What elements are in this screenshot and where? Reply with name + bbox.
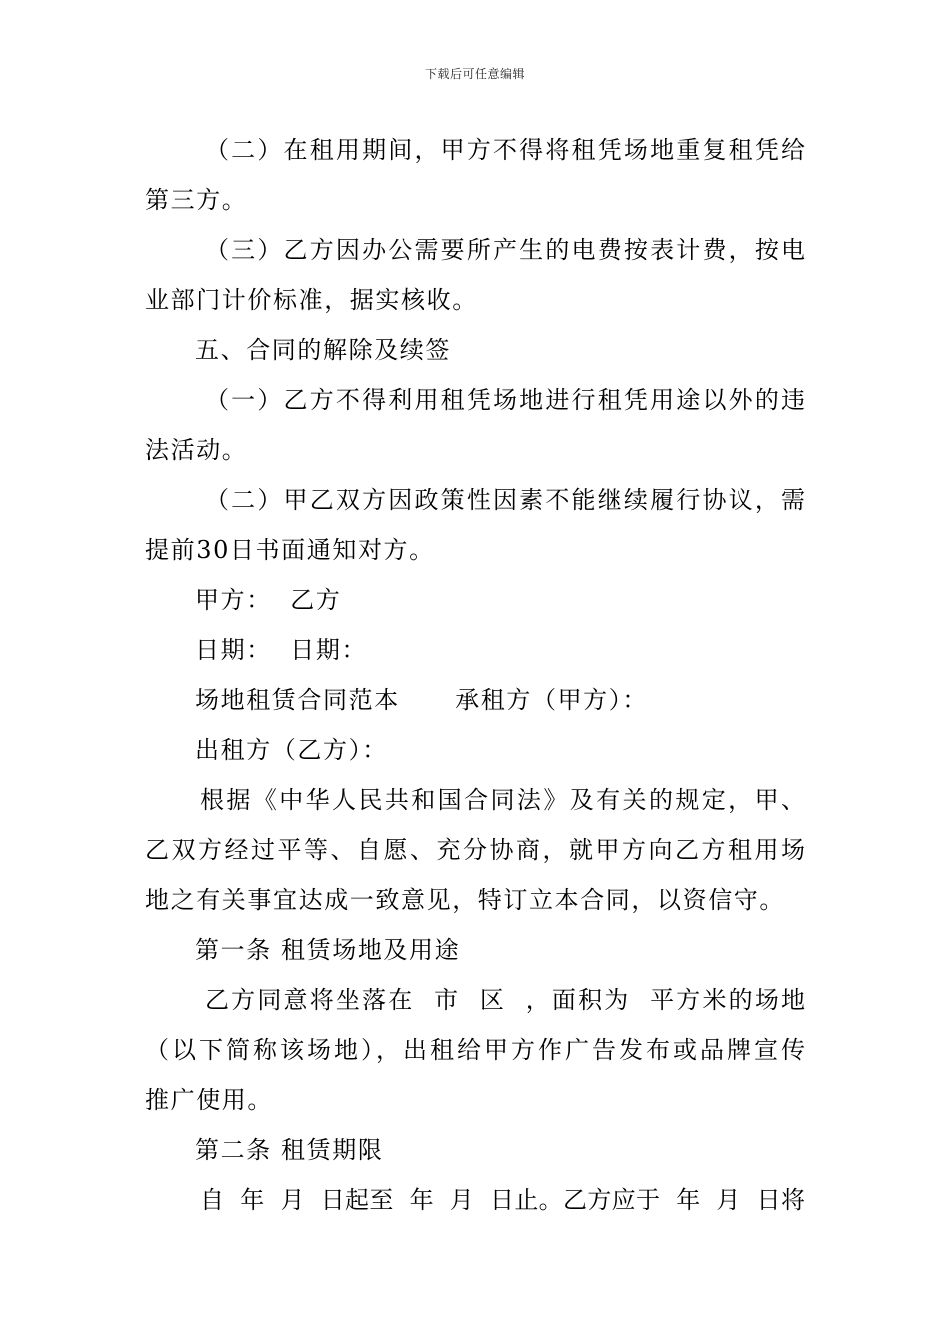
contract-title-line: 场地租赁合同范本 承租方（甲方）： bbox=[195, 686, 648, 714]
text-line: 乙方同意将坐落在 市 区 ，面积为 平方米的场地 bbox=[205, 986, 805, 1014]
text-line: （三）乙方因办公需要所产生的电费按表计费，按电 bbox=[205, 236, 805, 264]
section-heading: 五、合同的解除及续签 bbox=[195, 336, 451, 364]
text-line: 推广使用。 bbox=[145, 1086, 273, 1114]
signature-date-line: 日期： 日期： bbox=[195, 636, 368, 664]
text-line: 乙双方经过平等、自愿、充分协商，就甲方向乙方租用场 bbox=[145, 836, 805, 864]
text-line: 根据《中华人民共和国合同法》及有关的规定，甲、 bbox=[200, 786, 805, 814]
text-line: 提前30日书面通知对方。 bbox=[145, 536, 435, 564]
text-line: （一）乙方不得利用租凭场地进行租凭用途以外的违 bbox=[205, 386, 805, 414]
text-line: （二）甲乙双方因政策性因素不能继续履行协议，需 bbox=[205, 486, 805, 514]
signature-party-line: 甲方： 乙方 bbox=[195, 586, 342, 614]
text-line: 业部门计价标准，据实核收。 bbox=[145, 286, 478, 314]
text-line: 地之有关事宜达成一致意见，特订立本合同，以资信守。 bbox=[145, 886, 785, 914]
article-heading: 第一条 租赁场地及用途 bbox=[195, 936, 461, 964]
article-heading: 第二条 租赁期限 bbox=[195, 1136, 384, 1164]
text-line: 第三方。 bbox=[145, 186, 248, 214]
lessor-line: 出租方（乙方）： bbox=[195, 736, 388, 764]
text-line: 自 年 月 日起至 年 月 日止。乙方应于 年 月 日将 bbox=[200, 1186, 805, 1214]
text-line: 法活动。 bbox=[145, 436, 248, 464]
page-header: 下载后可任意编辑 bbox=[424, 67, 525, 81]
text-line: （二）在租用期间，甲方不得将租凭场地重复租凭给 bbox=[205, 136, 805, 164]
text-line: （以下简称该场地），出租给甲方作广告发布或品牌宣传 bbox=[145, 1036, 805, 1064]
